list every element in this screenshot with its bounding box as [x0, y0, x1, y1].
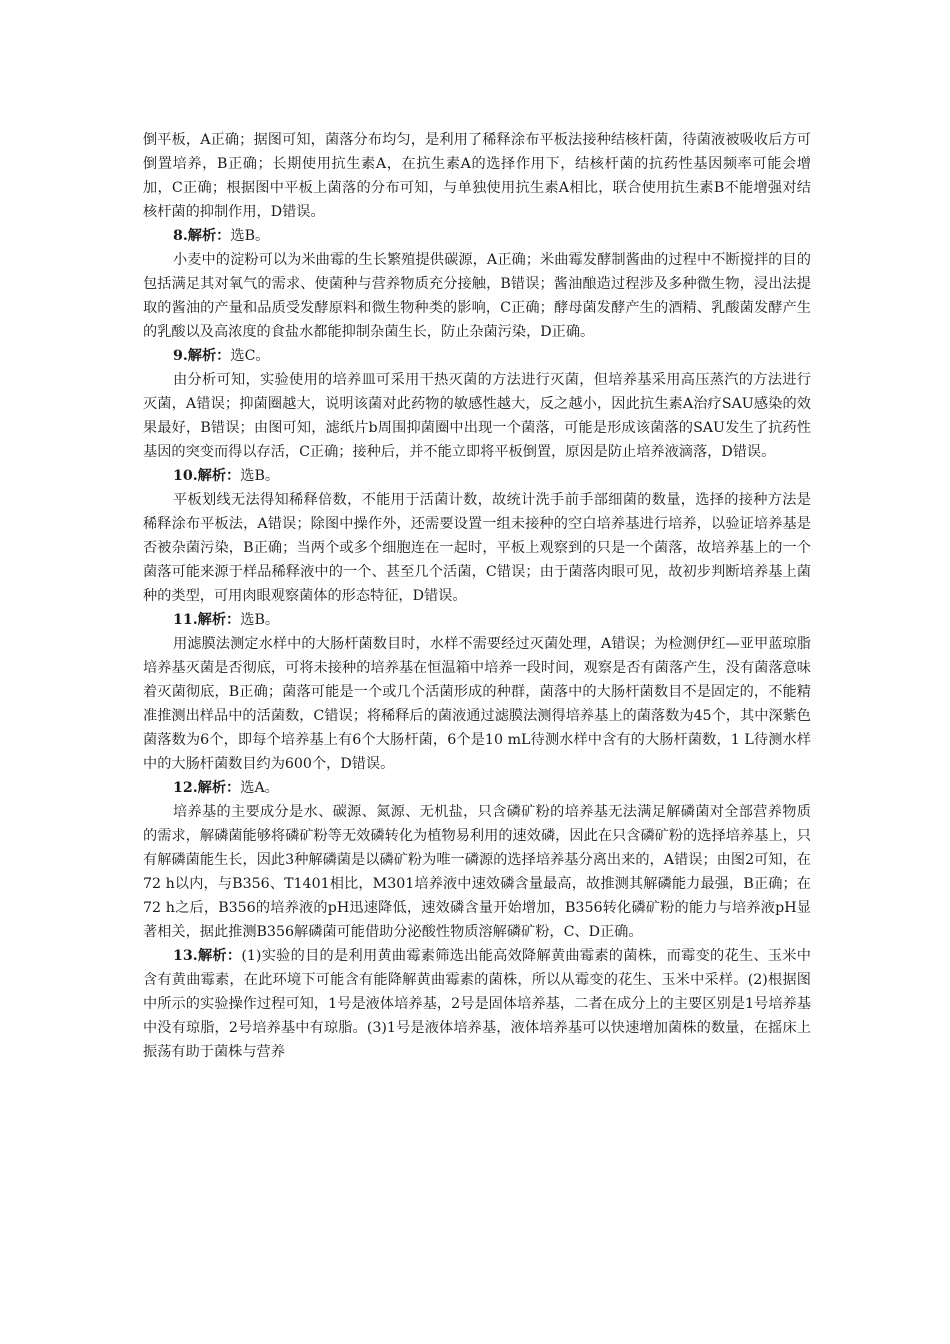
item-13-paragraph — [143, 944, 811, 1064]
item-8-answer: 选B。 — [230, 228, 270, 244]
document-page — [143, 128, 811, 1064]
item-9-answer: 选C。 — [230, 348, 270, 364]
item-10-label: 10.解析： — [173, 468, 241, 484]
item-10-body: 平板划线无法得知稀释倍数，不能用于活菌计数，故统计洗手前手部细菌的数量，选择的接种方法是稀释涂布平板法，A错误；除图中操作外，还需要设置一组未接种的空白培养基进行培养，以验证培养基是否被杂菌污染，B正确；当两个或多个细胞连在一起时，平板上观察到的只是一个菌落，故培养基上的一个菌落可能来源于样品稀释液中的一个、甚至几个活菌，C错误；由于菌落肉眼可见，故初步判断培养基上菌种的类型，可用肉眼观察菌体的形态特征，D错误。 — [143, 492, 811, 604]
item-8-body: 小麦中的淀粉可以为米曲霉的生长繁殖提供碳源，A正确；米曲霉发酵制酱曲的过程中不断搅拌的目的包括满足其对氧气的需求、使菌种与营养物质充分接触，B错误；酱油酿造过程涉及多种微生物，浸出法提取的酱油的产量和品质受发酵原料和微生物种类的影响，C正确；酵母菌发酵产生的酒精、乳酸菌发酵产生的乳酸以及高浓度的食盐水都能抑制杂菌生长，防止杂菌污染，D正确。 — [143, 252, 811, 340]
item-13-label: 13.解析： — [173, 948, 242, 964]
item-10-heading — [143, 464, 811, 488]
item-12-answer: 选A。 — [240, 780, 279, 796]
item-8-label: 8.解析： — [173, 228, 231, 244]
item-8-heading — [143, 224, 811, 248]
item-12-label: 12.解析： — [173, 780, 241, 796]
item-11-label: 11.解析： — [173, 612, 241, 628]
item-11-heading — [143, 608, 811, 632]
item-12-body: 培养基的主要成分是水、碳源、氮源、无机盐，只含磷矿粉的培养基无法满足解磷菌对全部营养物质的需求，解磷菌能够将磷矿粉等无效磷转化为植物易利用的速效磷，因此在只含磷矿粉的选择培养基上，只有解磷菌能生长，因此3种解磷菌是以磷矿粉为唯一磷源的选择培养基分离出来的，A错误；由图2可知，在72 h以内，与B356、T1401相比，M301培养液中速效磷含量最高，故推测其解磷能力最强，B正确；在72 h之后，B356的培养液的pH迅速降低，速效磷含量开始增加，B356转化磷矿粉的能力与培养液pH显著相关，据此推测B356解磷菌可能借助分泌酸性物质溶解磷矿粉，C、D正确。 — [143, 804, 811, 940]
item-9-body: 由分析可知，实验使用的培养皿可采用干热灭菌的方法进行灭菌，但培养基采用高压蒸汽的方法进行灭菌，A错误；抑菌圈越大，说明该菌对此药物的敏感性越大，反之越小，因此抗生素A治疗SAU感染的效果最好，B错误；由图可知，滤纸片b周围抑菌圈中出现一个菌落，可能是形成该菌落的SAU发生了抗药性基因的突变而得以存活，C正确；接种后，并不能立即将平板倒置，原因是防止培养液滴落，D错误。 — [143, 372, 811, 460]
intro-paragraph: 倒平板，A正确；据图可知，菌落分布均匀，是利用了稀释涂布平板法接种结核杆菌，待菌液被吸收后方可倒置培养，B正确；长期使用抗生素A，在抗生素A的选择作用下，结核杆菌的抗药性基因频率可能会增加，C正确；根据图中平板上菌落的分布可知，与单独使用抗生素A相比，联合使用抗生素B不能增强对结核杆菌的抑制作用，D错误。 — [143, 132, 811, 220]
item-9-heading — [143, 344, 811, 368]
item-9-label: 9.解析： — [173, 348, 231, 364]
item-11-body: 用滤膜法测定水样中的大肠杆菌数目时，水样不需要经过灭菌处理，A错误；为检测伊红—亚甲蓝琼脂培养基灭菌是否彻底，可将未接种的培养基在恒温箱中培养一段时间，观察是否有菌落产生，没有菌落意味着灭菌彻底，B正确；菌落可能是一个或几个活菌形成的种群，菌落中的大肠杆菌数目不是固定的，不能精准推测出样品中的活菌数，C错误；将稀释后的菌液通过滤膜法测得培养基上的菌落数为45个，其中深紫色菌落数为6个，即每个培养基上有6个大肠杆菌，6个是10 mL待测水样中含有的大肠杆菌数，1 L待测水样中的大肠杆菌数目约为600个，D错误。 — [143, 636, 811, 772]
item-13-body: (1)实验的目的是利用黄曲霉素筛选出能高效降解黄曲霉素的菌株，而霉变的花生、玉米中含有黄曲霉素，在此环境下可能含有能降解黄曲霉素的菌株，所以从霉变的花生、玉米中采样。(2)根据图中所示的实验操作过程可知，1号是液体培养基，2号是固体培养基，二者在成分上的主要区别是1号培养基中没有琼脂，2号培养基中有琼脂。(3)1号是液体培养基，液体培养基可以快速增加菌株的数量，在摇床上振荡有助于菌株与营养 — [143, 948, 811, 1060]
item-11-answer: 选B。 — [240, 612, 280, 628]
item-10-answer: 选B。 — [240, 468, 280, 484]
item-12-heading — [143, 776, 811, 800]
